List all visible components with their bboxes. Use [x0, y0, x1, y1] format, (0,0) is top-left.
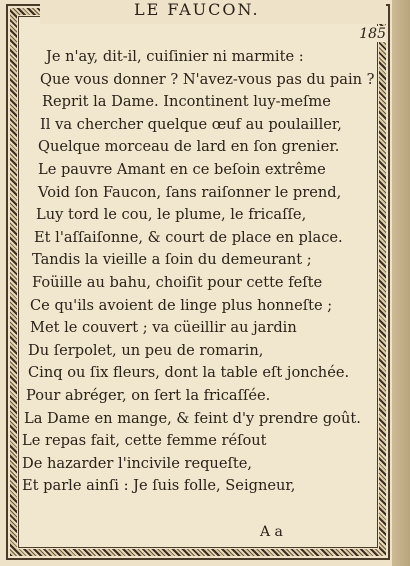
- verse-line: Que vous donner ? N'avez-vous pas du pain ?: [40, 70, 375, 88]
- verse-line: Et parle ainſi : Je ſuis folle, Seigneur,: [22, 477, 296, 495]
- verse-line: Le repas fait, cette femme réſout: [22, 432, 267, 450]
- verse-line: Il va chercher quelque œuf au poulailler,: [40, 115, 342, 133]
- verse-line: Du ſerpolet, un peu de romarin,: [28, 341, 264, 359]
- verse-line: Cinq ou ſix fleurs, dont la table eſt jonchée.: [28, 364, 350, 382]
- verse-line: Foüille au bahu, choiſit pour cette feſte: [32, 273, 323, 291]
- verse-line: Void ſon Faucon, ſans raiſonner le prend,: [38, 183, 342, 201]
- page-number: 185: [359, 26, 386, 42]
- running-title: LE FAUCON.: [128, 0, 266, 19]
- verse-line: Le pauvre Amant en ce beſoin extrême: [38, 160, 326, 178]
- verse-line: Luy tord le cou, le plume, le fricaſſe,: [36, 206, 307, 224]
- verse-line: Tandis la vieille a ſoin du demeurant ;: [32, 251, 312, 269]
- verse-line: De hazarder l'incivile requeſte,: [22, 454, 253, 472]
- verse-line: Reprit la Dame. Incontinent luy-meſme: [42, 93, 331, 111]
- verse-line: Je n'ay, dit-il, cuiſinier ni marmite :: [46, 48, 304, 65]
- verse-line: La Dame en mange, & feint d'y prendre goût.: [24, 409, 361, 427]
- verse-line: Pour abréger, on ſert la fricaſſée.: [26, 386, 271, 404]
- catchword: A a: [260, 524, 283, 540]
- verse-line: Et l'aſſaiſonne, & court de place en place.: [34, 228, 343, 246]
- verse-block: [22, 46, 375, 498]
- verse-line: Quelque morceau de lard en ſon grenier.: [38, 138, 340, 156]
- verse-line: Met le couvert ; va cüeillir au jardin: [30, 319, 297, 337]
- page-edge: [392, 0, 410, 566]
- verse-line: Ce qu'ils avoient de linge plus honneſte ;: [30, 296, 333, 314]
